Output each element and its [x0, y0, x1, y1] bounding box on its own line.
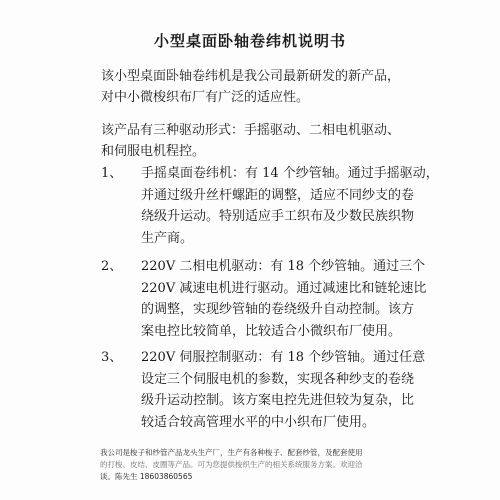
drive-intro-line: 和伺服电机程控。 — [101, 144, 206, 159]
drive-intro-paragraph — [101, 120, 400, 162]
list-item-line: 220V 减速电机进行驱动。通过减速比和链轮速比 — [141, 280, 427, 296]
intro-line: 对中小微梭织布厂有广泛的适应性。 — [101, 90, 310, 105]
list-item-line: 设定三个伺服电机的参数，实现各种纱支的卷绕 — [141, 371, 415, 387]
document-title: 小型桌面卧轴卷纬机说明书 — [153, 32, 346, 50]
list-item-two-phase-motor — [101, 256, 426, 342]
list-item-line: 级升运动控制。该方案电控先进但较为复杂，比 — [141, 393, 415, 408]
list-item-number: 3、 — [101, 350, 123, 365]
list-item-line: 绕级升运动。特别适应手工织布及少数民族织物 — [141, 209, 415, 224]
intro-paragraph — [101, 66, 400, 108]
list-item-number: 2、 — [101, 259, 123, 274]
list-item-line: 的调整，实现纱管轴的卷绕级升自动控制。该方 — [141, 302, 415, 317]
drive-intro-line: 该产品有三种驱动形式：手摇驱动、二相电机驱动、 — [101, 123, 401, 138]
footer-line: 我公司是梭子和纱管产品龙头生产厂，生产有各种梭子、配套纱管，及配套使用 — [100, 448, 363, 457]
list-item-line: 手摇桌面卷纬机：有 14 个纱管轴。通过手摇驱动， — [141, 166, 439, 181]
footer-line: 的打梭、皮结、皮圈等产品。可为您提供梭织生产的相关系统服务方案。欢迎洽 — [100, 460, 363, 469]
list-item-number: 1、 — [101, 166, 123, 181]
intro-line: 该小型桌面卧轴卷纬机是我公司最新研发的新产品， — [101, 69, 401, 84]
list-item-line: 220V 伺服控制驱动：有 18 个纱管轴。通过任意 — [141, 350, 426, 365]
list-item-line: 较适合较高管理水平的中小织布厂使用。 — [141, 414, 376, 430]
list-item-line: 案电控比较简单，比较适合小微织布厂使用。 — [141, 323, 402, 339]
list-item-hand-crank — [101, 163, 439, 249]
footer-line: 谈。陈先生 18603860565 — [100, 472, 193, 481]
list-item-line: 220V 二相电机驱动：有 18 个纱管轴。通过三个 — [141, 259, 426, 274]
list-item-servo-control — [101, 347, 425, 433]
list-item-line: 生产商。 — [141, 230, 194, 246]
list-item-line: 并通过级升丝杆螺距的调整，适应不同纱支的卷 — [141, 187, 415, 203]
company-contact-footer — [100, 447, 440, 483]
